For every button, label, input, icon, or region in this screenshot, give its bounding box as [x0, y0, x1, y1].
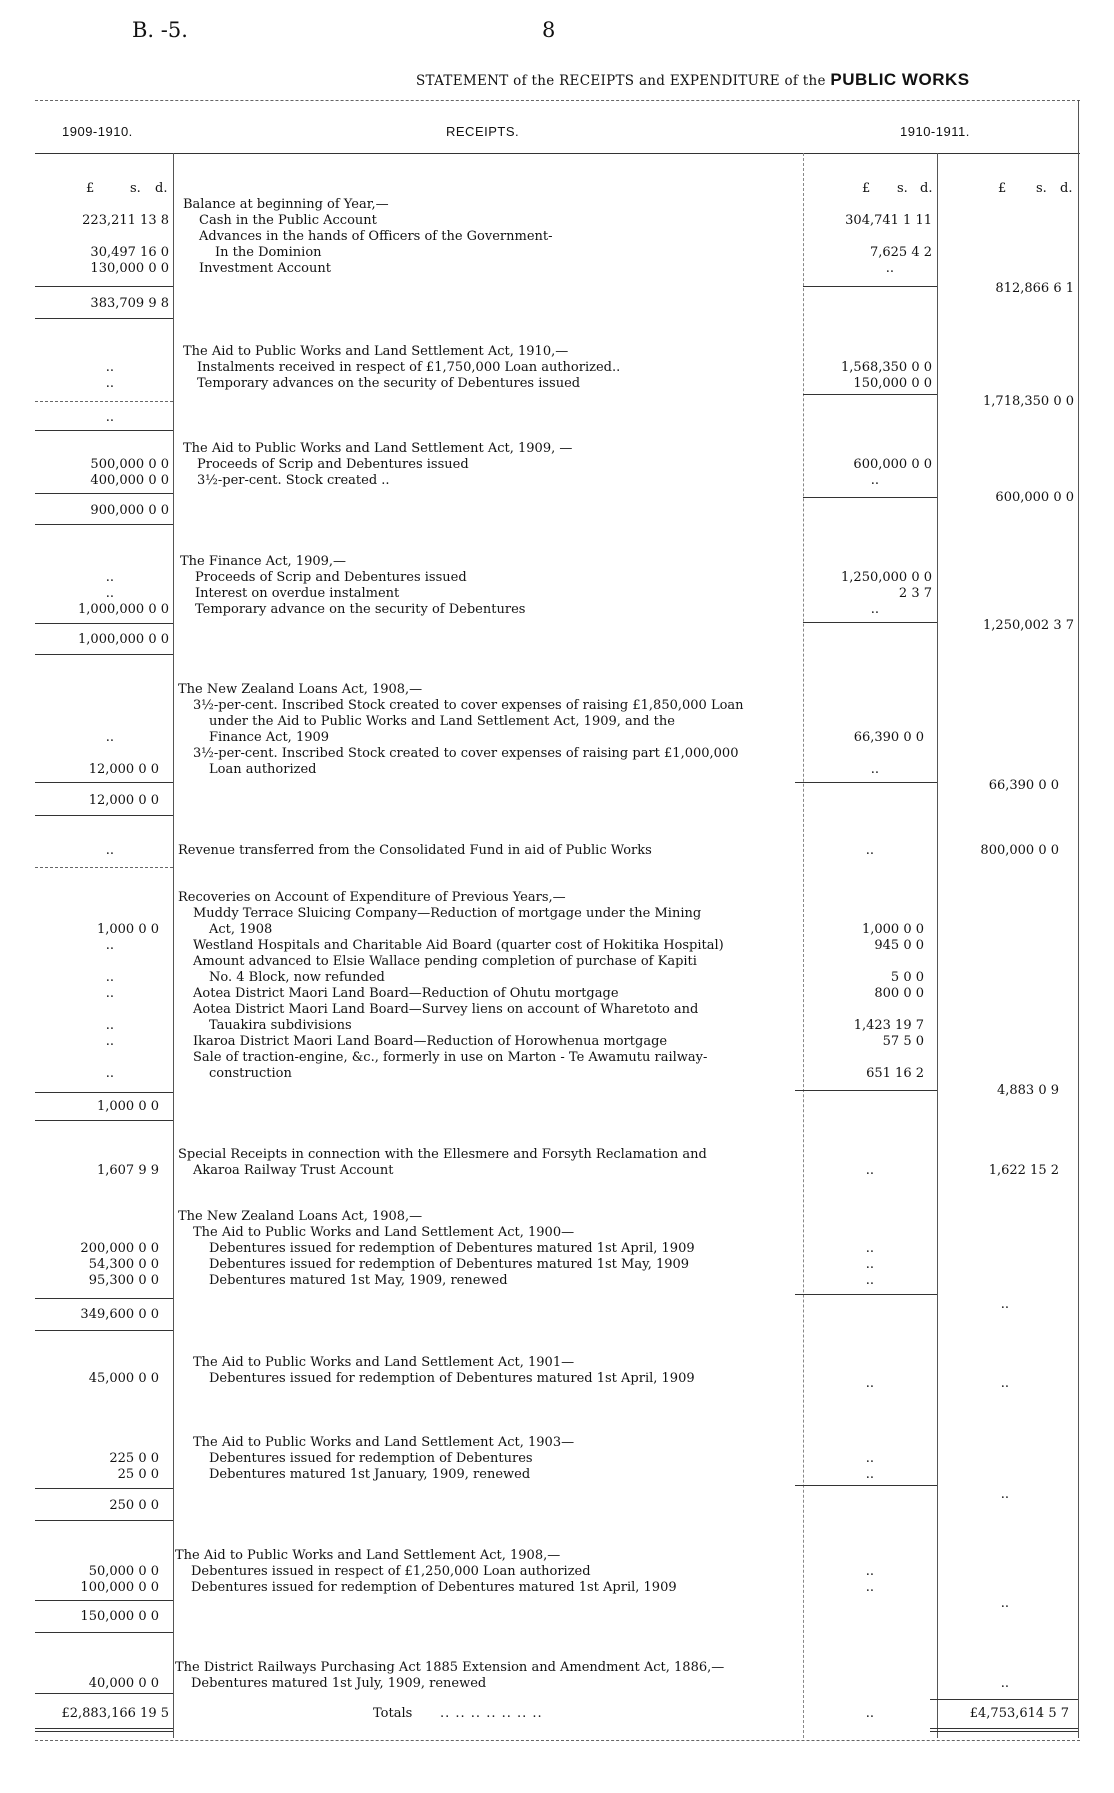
s5-curr: .. [870, 762, 879, 777]
rule [35, 1693, 173, 1694]
s4-prev-total: 1,000,000 0 0 [78, 632, 169, 647]
s3-title: The Aid to Public Works and Land Settlement Act, 1909, — [183, 441, 573, 456]
s9-curr: .. [865, 1241, 874, 1256]
s7-curr-total: 4,883 0 9 [996, 1083, 1059, 1098]
rule [35, 1092, 173, 1093]
rule [930, 1728, 1078, 1729]
col-divider-edge [1078, 100, 1079, 1738]
s3-line: Proceeds of Scrip and Debentures issued [197, 457, 469, 472]
s9-sub: The Aid to Public Works and Land Settlement Act, 1900— [193, 1225, 575, 1240]
rule [803, 497, 937, 498]
s7-line: No. 4 Block, now refunded [209, 970, 385, 985]
s5-line: under the Aid to Public Works and Land Settlement Act, 1909, and the [209, 714, 675, 729]
s9-prev: 95,300 0 0 [88, 1273, 159, 1288]
s9-curr: .. [865, 1257, 874, 1272]
s3-curr: 600,000 0 0 [853, 457, 932, 472]
s9-curr-total: .. [1000, 1297, 1009, 1312]
s4-prev: .. [105, 586, 114, 601]
s11-title: The Aid to Public Works and Land Settlement Act, 1903— [193, 1435, 575, 1450]
s11-curr-total: .. [1000, 1487, 1009, 1502]
s12-prev: 50,000 0 0 [88, 1564, 159, 1579]
s4-curr: 2 3 7 [898, 586, 932, 601]
totals-curr-col: .. [865, 1706, 874, 1721]
s7-prev: 1,000 0 0 [96, 922, 159, 937]
s6-curr: .. [865, 843, 874, 858]
outer-shill-head: s. [1036, 181, 1047, 196]
rule [803, 394, 937, 395]
s4-curr: 1,250,000 0 0 [841, 570, 932, 585]
s3-prev: 500,000 0 0 [90, 457, 169, 472]
s12-prev-total: 150,000 0 0 [80, 1609, 159, 1624]
s2-line: Temporary advances on the security of Debentures issued [197, 376, 581, 391]
prev-pounds-head: £ [86, 181, 95, 196]
s7-prev: .. [105, 970, 114, 985]
s2-curr-total: 1,718,350 0 0 [983, 394, 1074, 409]
s7-line: Westland Hospitals and Charitable Aid Board (quarter cost of Hokitika Hospital) [193, 938, 724, 953]
col-divider-left [173, 153, 174, 1738]
rule [35, 782, 173, 783]
rule [795, 1090, 937, 1091]
s7-prev: .. [105, 986, 114, 1001]
s3-curr: .. [870, 473, 879, 488]
s13-prev: 40,000 0 0 [88, 1676, 159, 1691]
s4-curr: .. [870, 602, 879, 617]
s4-line: Interest on overdue instalment [195, 586, 400, 601]
s7-curr: 651 16 2 [866, 1066, 924, 1081]
col-head-1909: 1909-1910. [62, 124, 133, 139]
s9-prev: 54,300 0 0 [88, 1257, 159, 1272]
s13-curr-total: .. [1000, 1676, 1009, 1691]
s2-curr: 1,568,350 0 0 [841, 360, 932, 375]
rule [35, 286, 173, 287]
s1-prev: 30,497 16 0 [90, 245, 169, 260]
prev-pence-head: d. [155, 181, 168, 196]
s11-line: Debentures issued for redemption of Debentures [209, 1451, 533, 1466]
s8-curr-total: 1,622 15 2 [988, 1163, 1059, 1178]
rule [930, 1699, 1078, 1700]
outer-pence-head: d. [1060, 181, 1073, 196]
s12-curr: .. [865, 1564, 874, 1579]
s7-prev-total: 1,000 0 0 [96, 1099, 159, 1114]
s6-prev: .. [105, 843, 114, 858]
s2-line: Instalments received in respect of £1,750,000 Loan authorized.. [197, 360, 621, 375]
s8-title: Special Receipts in connection with the Ellesmere and Forsyth Reclamation and [178, 1147, 707, 1162]
s13-line: Debentures matured 1st July, 1909, renewed [191, 1676, 487, 1691]
s7-line: Act, 1908 [209, 922, 273, 937]
s1-line: Investment Account [199, 261, 331, 276]
s12-curr: .. [865, 1580, 874, 1595]
col-head-receipts: RECEIPTS. [446, 124, 520, 139]
inner-pence-head: d. [920, 181, 933, 196]
rule [803, 286, 937, 287]
s1-line: Advances in the hands of Officers of the Government- [199, 229, 553, 244]
s6-curr-total: 800,000 0 0 [980, 843, 1059, 858]
page-number: 8 [542, 18, 556, 42]
s3-curr-total: 600,000 0 0 [995, 490, 1074, 505]
s8-prev: 1,607 9 9 [96, 1163, 159, 1178]
statement-prefix: STATEMENT of the RECEIPTS and EXPENDITURE of the [416, 73, 826, 89]
s1-prev: 130,000 0 0 [90, 261, 169, 276]
rule [35, 493, 173, 494]
s4-curr-total: 1,250,002 3 7 [983, 618, 1074, 633]
rule [35, 430, 173, 431]
col-head-1910: 1910-1911. [900, 124, 970, 139]
s4-prev: 1,000,000 0 0 [78, 602, 169, 617]
s11-prev-total: 250 0 0 [109, 1498, 159, 1513]
s4-title: The Finance Act, 1909,— [180, 554, 347, 569]
s3-prev-total: 900,000 0 0 [90, 503, 169, 518]
s2-prev-total: .. [105, 410, 114, 425]
s10-title: The Aid to Public Works and Land Settlement Act, 1901— [193, 1355, 575, 1370]
s1-line: Cash in the Public Account [199, 213, 377, 228]
header-rule [35, 153, 1080, 154]
s9-line: Debentures matured 1st May, 1909, renewed [209, 1273, 508, 1288]
s1-curr: 7,625 4 2 [869, 245, 932, 260]
rule [35, 1120, 173, 1121]
s7-curr: 800 0 0 [874, 986, 924, 1001]
rule [35, 1520, 173, 1521]
totals-label: Totals [373, 1706, 413, 1721]
s9-line: Debentures issued for redemption of Debentures matured 1st April, 1909 [209, 1241, 695, 1256]
s11-prev: 25 0 0 [117, 1467, 159, 1482]
s5-curr-total: 66,390 0 0 [988, 778, 1059, 793]
s4-line: Proceeds of Scrip and Debentures issued [195, 570, 467, 585]
s1-curr: 304,741 1 11 [845, 213, 932, 228]
s11-curr: .. [865, 1451, 874, 1466]
s1-line: In the Dominion [215, 245, 322, 260]
statement-bold: PUBLIC WORKS [830, 70, 970, 89]
col-divider-right [937, 153, 938, 1738]
bottom-rule [35, 1740, 1080, 1741]
totals-prev: £2,883,166 19 5 [61, 1706, 169, 1721]
s11-line: Debentures matured 1st January, 1909, renewed [209, 1467, 531, 1482]
s9-curr: .. [865, 1273, 874, 1288]
rule [35, 401, 173, 402]
rule [930, 1731, 1078, 1732]
s7-line: Aotea District Maori Land Board—Survey liens on account of Wharetoto and [193, 1002, 699, 1017]
rule [795, 782, 937, 783]
s5-curr: 66,390 0 0 [853, 730, 924, 745]
rule [35, 524, 173, 525]
s12-curr-total: .. [1000, 1596, 1009, 1611]
s13-title: The District Railways Purchasing Act 1885 Extension and Amendment Act, 1886,— [175, 1660, 725, 1675]
page-reference: B. -5. [132, 18, 188, 42]
rule [35, 1731, 173, 1732]
s8-line: Akaroa Railway Trust Account [193, 1163, 394, 1178]
s10-curr: .. [865, 1376, 874, 1391]
s2-prev: .. [105, 360, 114, 375]
rule [35, 1330, 173, 1331]
s2-curr: 150,000 0 0 [853, 376, 932, 391]
s7-curr: 1,423 19 7 [853, 1018, 924, 1033]
rule [35, 867, 173, 868]
rule [35, 1298, 173, 1299]
s7-prev: .. [105, 938, 114, 953]
s5-line: Loan authorized [209, 762, 317, 777]
s10-line: Debentures issued for redemption of Debentures matured 1st April, 1909 [209, 1371, 695, 1386]
s7-curr: 57 5 0 [882, 1034, 924, 1049]
totals-curr: £4,753,614 5 7 [969, 1706, 1069, 1721]
s5-prev: 12,000 0 0 [88, 762, 159, 777]
s5-line: Finance Act, 1909 [209, 730, 330, 745]
rule [35, 815, 173, 816]
rule [35, 1632, 173, 1633]
s7-curr: 945 0 0 [874, 938, 924, 953]
inner-shill-head: s. [897, 181, 908, 196]
s4-prev: .. [105, 570, 114, 585]
s9-prev: 200,000 0 0 [80, 1241, 159, 1256]
s7-prev: .. [105, 1034, 114, 1049]
s2-title: The Aid to Public Works and Land Settlement Act, 1910,— [183, 344, 569, 359]
s8-curr: .. [865, 1163, 874, 1178]
s7-line: Ikaroa District Maori Land Board—Reduction of Horowhenua mortgage [193, 1034, 668, 1049]
s12-prev: 100,000 0 0 [80, 1580, 159, 1595]
s5-title: The New Zealand Loans Act, 1908,— [178, 682, 423, 697]
rule [795, 1294, 937, 1295]
rule [35, 1488, 173, 1489]
rule [795, 1485, 937, 1486]
s1-title: Balance at beginning of Year,— [183, 197, 389, 212]
s5-line: 3½-per-cent. Inscribed Stock created to cover expenses of raising £1,850,000 Loan [193, 698, 744, 713]
s5-prev: .. [105, 730, 114, 745]
col-divider-mid [803, 153, 804, 1738]
top-rule [35, 100, 1080, 101]
s12-title: The Aid to Public Works and Land Settlement Act, 1908,— [175, 1548, 561, 1563]
s12-line: Debentures issued for redemption of Debentures matured 1st April, 1909 [191, 1580, 677, 1595]
s7-curr: 1,000 0 0 [861, 922, 924, 937]
outer-pounds-head: £ [998, 181, 1007, 196]
s5-line: 3½-per-cent. Inscribed Stock created to cover expenses of raising part £1,000,000 [193, 746, 739, 761]
s9-title: The New Zealand Loans Act, 1908,— [178, 1209, 423, 1224]
s7-prev: .. [105, 1018, 114, 1033]
s3-prev: 400,000 0 0 [90, 473, 169, 488]
s9-line: Debentures issued for redemption of Debentures matured 1st May, 1909 [209, 1257, 690, 1272]
rule [35, 1600, 173, 1601]
s7-title: Recoveries on Account of Expenditure of Previous Years,— [178, 890, 566, 905]
s1-prev: 223,211 13 8 [82, 213, 169, 228]
s1-curr-total: 812,866 6 1 [995, 281, 1074, 296]
s7-line: Tauakira subdivisions [209, 1018, 352, 1033]
s2-prev: .. [105, 376, 114, 391]
totals-leader: .. .. .. .. .. .. .. [440, 1706, 543, 1721]
s7-line: construction [209, 1066, 292, 1081]
s9-prev-total: 349,600 0 0 [80, 1307, 159, 1322]
s12-line: Debentures issued in respect of £1,250,000 Loan authorized [191, 1564, 591, 1579]
rule [35, 623, 173, 624]
statement-heading [416, 70, 970, 90]
s1-prev-total: 383,709 9 8 [90, 296, 169, 311]
s7-line: Amount advanced to Elsie Wallace pending completion of purchase of Kapiti [193, 954, 697, 969]
rule [35, 318, 173, 319]
s7-curr: 5 0 0 [890, 970, 924, 985]
rule [35, 1728, 173, 1729]
s7-line: Sale of traction-engine, &c., formerly in use on Marton - Te Awamutu railway- [193, 1050, 708, 1065]
s10-curr-total: .. [1000, 1376, 1009, 1391]
s6-title: Revenue transferred from the Consolidated Fund in aid of Public Works [178, 843, 652, 858]
rule [803, 622, 937, 623]
s1-curr: .. [885, 261, 894, 276]
s10-prev: 45,000 0 0 [88, 1371, 159, 1386]
s3-line: 3½-per-cent. Stock created .. [197, 473, 390, 488]
s7-line: Aotea District Maori Land Board—Reduction of Ohutu mortgage [193, 986, 619, 1001]
inner-pounds-head: £ [862, 181, 871, 196]
s7-line: Muddy Terrace Sluicing Company—Reduction of mortgage under the Mining [193, 906, 702, 921]
s7-prev: .. [105, 1066, 114, 1081]
s4-line: Temporary advance on the security of Debentures [195, 602, 526, 617]
prev-shill-head: s. [130, 181, 141, 196]
s5-prev-total: 12,000 0 0 [88, 793, 159, 808]
rule [35, 654, 173, 655]
s11-curr: .. [865, 1467, 874, 1482]
s11-prev: 225 0 0 [109, 1451, 159, 1466]
